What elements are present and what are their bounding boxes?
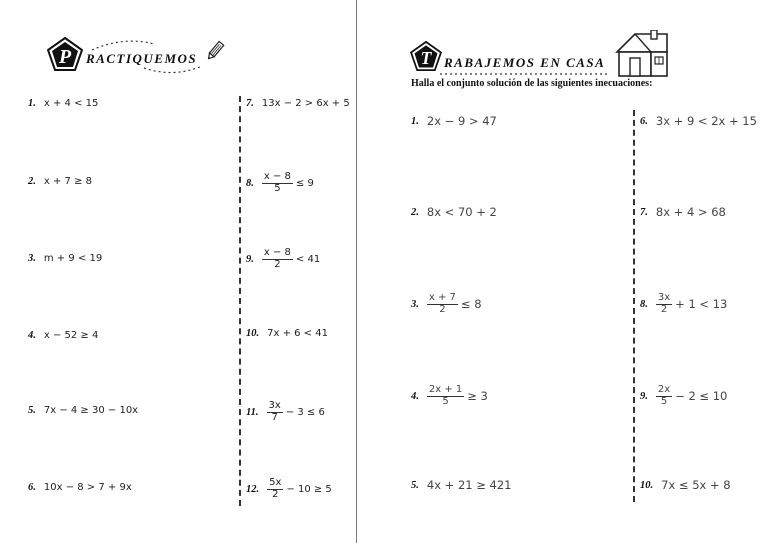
inequality-tail: ≥ 3 bbox=[467, 389, 488, 403]
exercise-number: 9. bbox=[640, 390, 648, 402]
list-item bbox=[28, 405, 138, 416]
exercise-number: 3. bbox=[411, 298, 419, 310]
section-title-trabajemos: RABAJEMOS EN CASA bbox=[444, 55, 606, 70]
list-item bbox=[411, 205, 497, 219]
fraction: $\frac{5x}{2}$ bbox=[269, 477, 282, 500]
list-item bbox=[411, 478, 511, 492]
list-item bbox=[411, 114, 497, 128]
inequality: x − 52 ≥ 4 bbox=[43, 330, 99, 341]
fraction: $\frac{3x}{2}$ bbox=[657, 292, 671, 315]
inequality: 8x < 70 + 2 bbox=[426, 205, 497, 219]
inequality-tail: + 1 < 13 bbox=[675, 297, 728, 311]
fraction: $\frac{2x + 1}{5}$ bbox=[428, 384, 463, 407]
list-item bbox=[246, 328, 328, 339]
inequality: 8x + 4 > 68 bbox=[655, 205, 726, 219]
list-item bbox=[411, 293, 482, 315]
list-item bbox=[640, 478, 731, 492]
exercise-number: 2. bbox=[28, 176, 36, 187]
exercise-number: 6. bbox=[28, 482, 36, 493]
list-item bbox=[640, 114, 757, 128]
exercise-number: 10. bbox=[246, 328, 260, 339]
inequality: 10x − 8 > 7 + 9x bbox=[43, 482, 132, 493]
exercise-number: 4. bbox=[411, 390, 419, 402]
exercise-number: 10. bbox=[640, 479, 654, 491]
instruction-text: Halla el conjunto solución de las siguientes inecuaciones: bbox=[411, 78, 653, 89]
fraction: $\frac{x - 8}{2}$ bbox=[263, 247, 291, 270]
fraction: $\frac{x + 7}{2}$ bbox=[428, 292, 456, 315]
inequality-tail: − 3 ≤ 6 bbox=[285, 406, 325, 418]
exercise-number: 6. bbox=[640, 115, 648, 127]
fraction: $\frac{3x}{7}$ bbox=[268, 400, 281, 423]
exercise-number: 9. bbox=[246, 253, 254, 265]
trabajemos-badge bbox=[410, 41, 442, 71]
inequality-tail: < 41 bbox=[295, 253, 321, 265]
dotted-arc-decoration bbox=[84, 38, 214, 78]
inequality: 4x + 21 ≥ 421 bbox=[426, 478, 512, 492]
page-divider bbox=[356, 0, 357, 543]
left-column-divider bbox=[239, 96, 241, 506]
inequality: x + 7 ≥ 8 bbox=[43, 176, 92, 187]
list-item bbox=[640, 293, 727, 315]
list-item bbox=[28, 176, 92, 187]
practiquemos-badge bbox=[47, 37, 83, 71]
list-item bbox=[246, 248, 320, 270]
fraction: $\frac{x - 8}{5}$ bbox=[263, 171, 291, 194]
inequality-tail: − 2 ≤ 10 bbox=[675, 389, 728, 403]
inequality-tail: − 10 ≥ 5 bbox=[286, 483, 332, 495]
list-item bbox=[28, 98, 98, 109]
exercise-number: 3. bbox=[28, 253, 36, 264]
exercise-number: 1. bbox=[411, 115, 419, 127]
list-item bbox=[411, 385, 488, 407]
inequality: 7x ≤ 5x + 8 bbox=[661, 478, 731, 492]
exercise-number: 7. bbox=[246, 98, 254, 109]
pentagon-badge-icon bbox=[410, 41, 442, 71]
list-item bbox=[28, 253, 102, 264]
inequality: 2x − 9 > 47 bbox=[426, 114, 497, 128]
section-title-practiquemos: RACTIQUEMOS bbox=[86, 51, 198, 66]
exercise-number: 11. bbox=[246, 406, 259, 418]
inequality-tail: ≤ 9 bbox=[295, 177, 314, 189]
inequality-tail: ≤ 8 bbox=[460, 297, 482, 311]
list-item bbox=[246, 401, 325, 423]
exercise-number: 7. bbox=[640, 206, 648, 218]
exercise-number: 5. bbox=[28, 405, 36, 416]
list-item bbox=[28, 482, 132, 493]
badge-letter-t: T bbox=[420, 47, 432, 68]
list-item bbox=[246, 172, 314, 194]
inequality: 3x + 9 < 2x + 15 bbox=[655, 114, 757, 128]
exercise-number: 5. bbox=[411, 479, 419, 491]
right-column-divider bbox=[633, 110, 635, 502]
inequality: m + 9 < 19 bbox=[43, 253, 103, 264]
list-item bbox=[246, 98, 350, 109]
exercise-number: 12. bbox=[246, 483, 260, 495]
fraction: $\frac{2x}{5}$ bbox=[657, 384, 671, 407]
inequality: x + 4 < 15 bbox=[43, 98, 99, 109]
exercise-number: 8. bbox=[640, 298, 648, 310]
exercise-number: 8. bbox=[246, 177, 254, 189]
exercise-number: 2. bbox=[411, 206, 419, 218]
list-item bbox=[640, 205, 726, 219]
pencil-icon bbox=[203, 39, 227, 63]
badge-letter-p: P bbox=[58, 46, 72, 68]
exercise-number: 4. bbox=[28, 330, 36, 341]
inequality: 7x + 6 < 41 bbox=[267, 328, 328, 339]
inequality: 7x − 4 ≥ 30 − 10x bbox=[43, 405, 139, 416]
pentagon-badge-icon bbox=[47, 37, 83, 71]
list-item bbox=[28, 330, 98, 341]
list-item bbox=[246, 478, 332, 500]
exercise-number: 1. bbox=[28, 98, 36, 109]
inequality: 13x − 2 > 6x + 5 bbox=[261, 98, 350, 109]
list-item bbox=[640, 385, 727, 407]
house-icon bbox=[613, 30, 671, 78]
